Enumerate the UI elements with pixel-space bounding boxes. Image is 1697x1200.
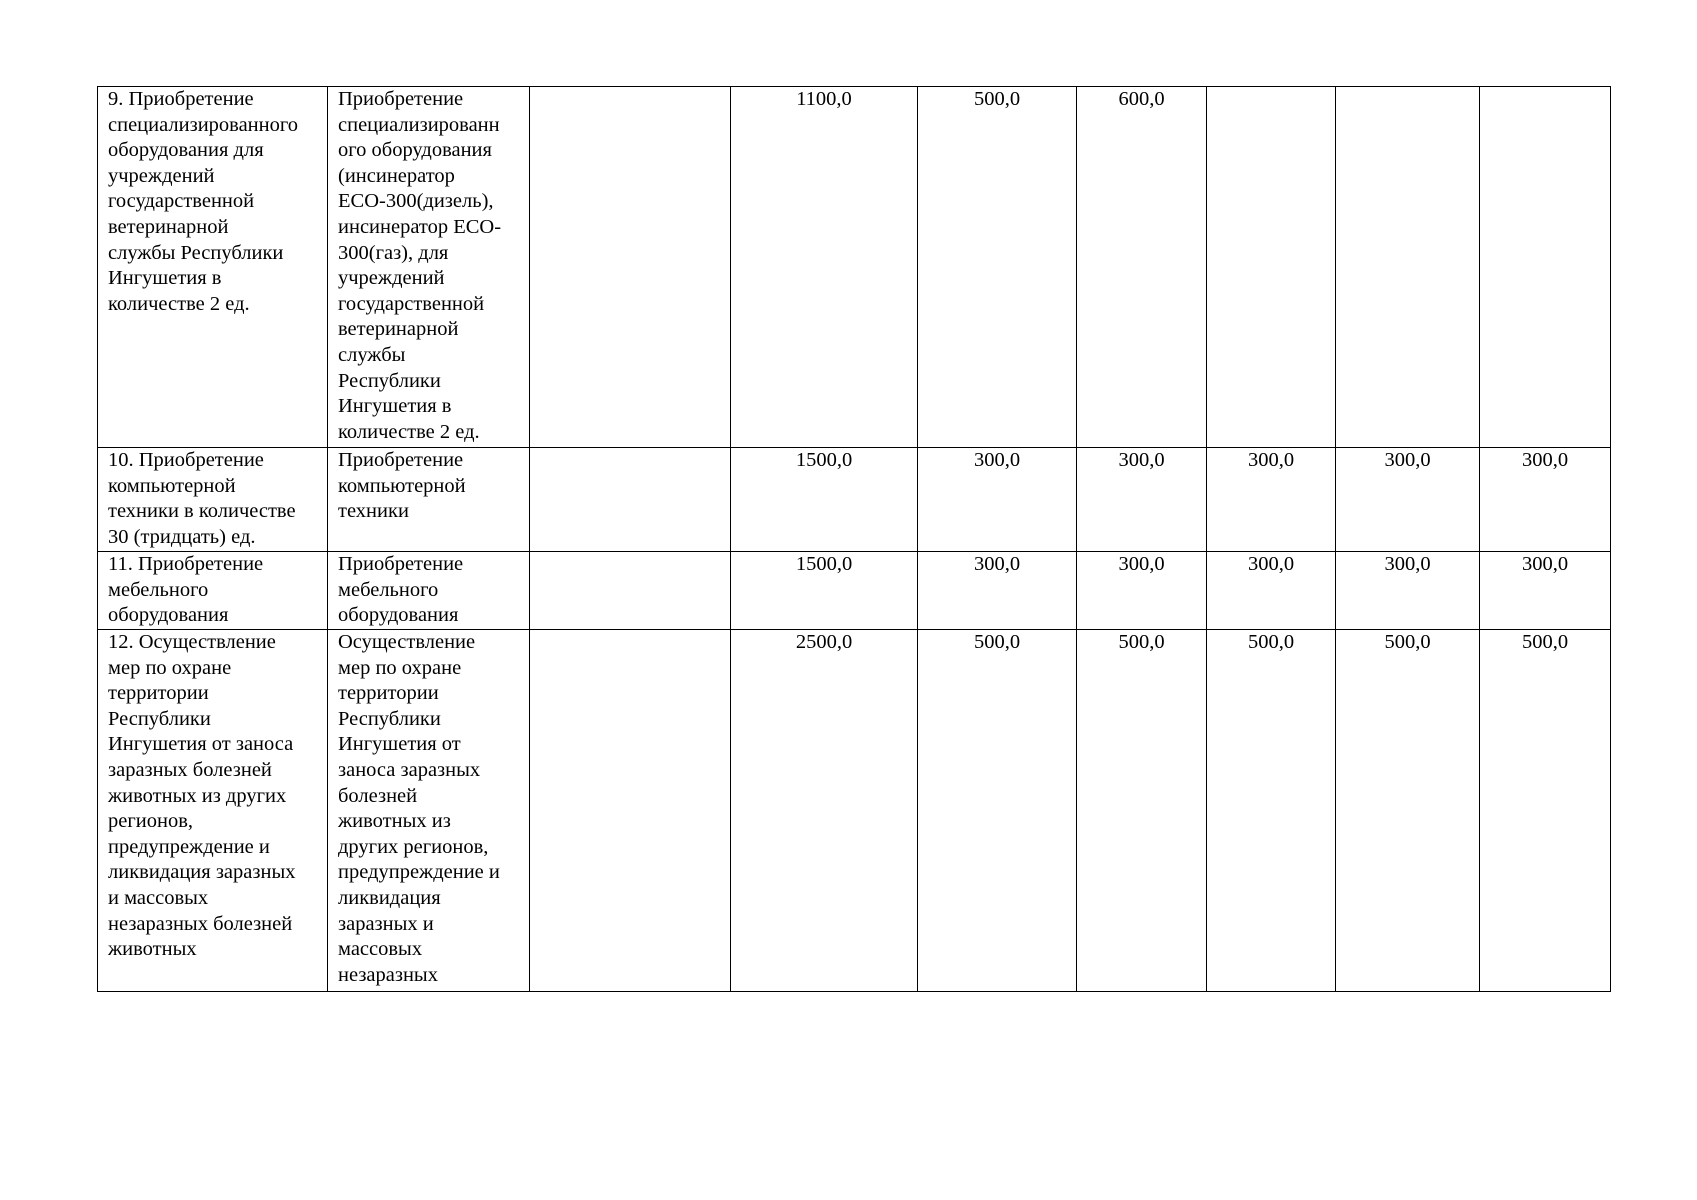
table-row — [98, 552, 1611, 630]
program-activities-table — [97, 86, 1611, 992]
activity-result-cell: Приобретение мебельного оборудования — [328, 552, 530, 630]
indicator-cell — [530, 87, 731, 448]
table-row — [98, 448, 1611, 552]
total-funding-cell: 1100,0 — [731, 87, 918, 448]
year-4-funding-cell: 500,0 — [1336, 630, 1480, 992]
year-2-funding-cell: 500,0 — [1077, 630, 1207, 992]
year-4-funding-cell — [1336, 87, 1480, 448]
year-2-funding-cell: 600,0 — [1077, 87, 1207, 448]
year-3-funding-cell — [1207, 87, 1336, 448]
activity-name-cell: 11. Приобретение мебельного оборудования — [98, 552, 328, 630]
total-funding-cell: 1500,0 — [731, 448, 918, 552]
indicator-cell — [530, 630, 731, 992]
year-1-funding-cell: 300,0 — [918, 552, 1077, 630]
activity-name-cell: 12. Осуществление мер по охране территории Республики Ингушетия от заноса заразных болезней животных из других регионов, предупреждение и ликвидация заразных и массовых незаразных болезней животных — [98, 630, 328, 992]
year-5-funding-cell — [1480, 87, 1611, 448]
year-1-funding-cell: 500,0 — [918, 87, 1077, 448]
year-2-funding-cell: 300,0 — [1077, 552, 1207, 630]
year-1-funding-cell: 300,0 — [918, 448, 1077, 552]
year-5-funding-cell: 500,0 — [1480, 630, 1611, 992]
activity-result-cell: Приобретение специализированн ого оборудования (инсинератор ЕСО-300(дизель), инсинератор ЕСО- 300(газ), для учреждений государственной ветеринарной службы Республики Ингушетия в количестве 2 ед. — [328, 87, 530, 448]
activity-result-cell: Приобретение компьютерной техники — [328, 448, 530, 552]
table-row — [98, 87, 1611, 448]
activity-name-cell: 10. Приобретение компьютерной техники в количестве 30 (тридцать) ед. — [98, 448, 328, 552]
year-3-funding-cell: 500,0 — [1207, 630, 1336, 992]
year-2-funding-cell: 300,0 — [1077, 448, 1207, 552]
year-1-funding-cell: 500,0 — [918, 630, 1077, 992]
year-5-funding-cell: 300,0 — [1480, 552, 1611, 630]
total-funding-cell: 1500,0 — [731, 552, 918, 630]
activity-result-cell: Осуществление мер по охране территории Республики Ингушетия от заноса заразных болезней животных из других регионов, предупреждение и ликвидация заразных и массовых незаразных — [328, 630, 530, 992]
year-3-funding-cell: 300,0 — [1207, 552, 1336, 630]
year-4-funding-cell: 300,0 — [1336, 448, 1480, 552]
year-3-funding-cell: 300,0 — [1207, 448, 1336, 552]
activity-name-cell: 9. Приобретение специализированного оборудования для учреждений государственной ветеринарной службы Республики Ингушетия в количестве 2 ед. — [98, 87, 328, 448]
indicator-cell — [530, 448, 731, 552]
year-4-funding-cell: 300,0 — [1336, 552, 1480, 630]
total-funding-cell: 2500,0 — [731, 630, 918, 992]
year-5-funding-cell: 300,0 — [1480, 448, 1611, 552]
indicator-cell — [530, 552, 731, 630]
table-row — [98, 630, 1611, 992]
